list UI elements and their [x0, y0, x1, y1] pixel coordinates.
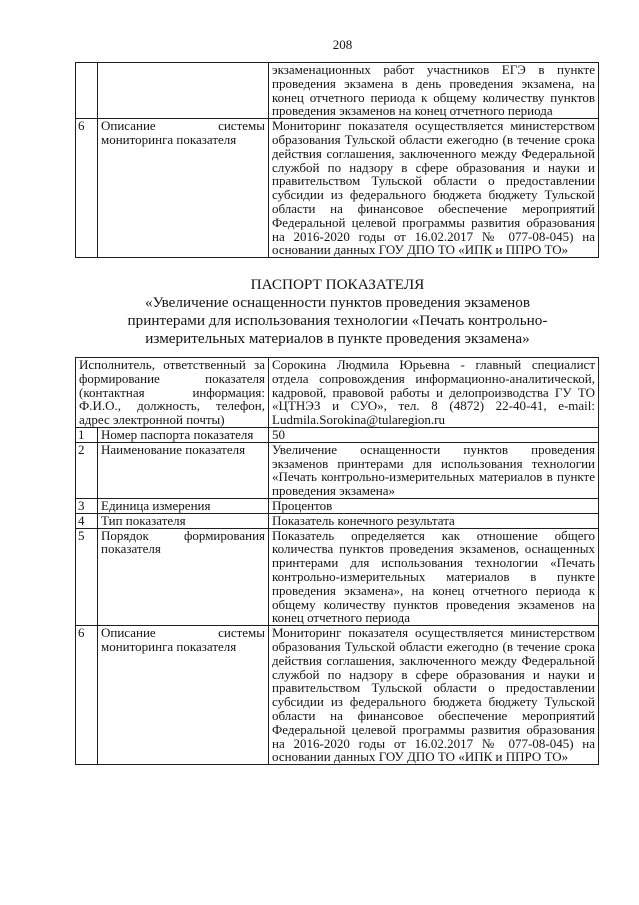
row-value: [269, 442, 599, 498]
row-value: [269, 427, 599, 442]
page-number: 208: [332, 37, 353, 52]
executor-value: [269, 358, 599, 428]
row-value: [269, 626, 599, 765]
row-label: [98, 626, 269, 765]
text-line: Номер паспорта показателя: [101, 426, 254, 442]
text-line: Исполнитель, ответственный за: [79, 357, 266, 372]
row-label: [98, 442, 269, 498]
text-line: действия соглашения, заключенного между Федеральной: [272, 145, 595, 161]
row-value: [269, 513, 599, 528]
text-line: Мониторинг показателя осуществляется министерством: [272, 118, 595, 134]
text-line: кадровой, правовой работы и делопроизводства ГУ ТО: [272, 384, 596, 400]
text-line: правительством Тульской области о предоставлении: [272, 173, 595, 189]
row-number: 5: [76, 528, 98, 626]
text-line: основании данных ГОУ ДПО ТО «ИПК и ППРО ТО»: [272, 242, 569, 258]
row-number: [76, 63, 98, 119]
text-line: 50: [272, 426, 286, 442]
text-line: области на финансовое обеспечение мероприятий: [272, 707, 596, 723]
table-row: [76, 528, 599, 626]
table-row: [76, 442, 599, 498]
row-number: 3: [76, 498, 98, 513]
text-line: общему количеству пунктов проведения экзаменов на: [272, 596, 596, 612]
executor-label: [76, 358, 269, 428]
row-label: [98, 513, 269, 528]
text-line: Сорокина Людмила Юрьевна - главный специалист: [272, 357, 596, 372]
row-label: [98, 498, 269, 513]
passport-title: [75, 276, 600, 294]
text-line: действия соглашения, заключенного между Федеральной: [272, 652, 596, 668]
text-line: формирование показателя: [79, 370, 266, 386]
text-line: показателя: [101, 541, 161, 557]
text-line: субсидии из федерального бюджета бюджету Тульской: [272, 694, 596, 710]
passport-subtitle: [75, 294, 600, 348]
text-line: Описание системы: [101, 625, 266, 641]
text-line: принтерами для использования технологии «Печать: [272, 555, 596, 571]
text-line: Наименование показателя: [101, 441, 246, 457]
row-number: 6: [76, 119, 98, 258]
text-line: Порядок формирования: [101, 527, 266, 543]
text-line: Показатель определяется как отношение общего: [272, 527, 596, 543]
text-line: основании данных ГОУ ДПО ТО «ИПК и ППРО ТО»: [272, 749, 569, 765]
text-line: Ludmila.Sorokina@tularegion.ru: [272, 412, 446, 428]
text-line: проведения экзамена»: [272, 483, 396, 499]
passport-heading: [75, 276, 600, 348]
text-line: Описание системы: [101, 118, 265, 134]
text-line: ПАСПОРТ ПОКАЗАТЕЛЯ: [250, 276, 425, 293]
text-line: конец отчетного периода к общему количеству пунктов: [272, 89, 595, 105]
row-value: [269, 498, 599, 513]
text-line: проведения экзаменов на конец отчетного периода: [272, 103, 553, 119]
text-line: (контактная информация:: [79, 384, 266, 400]
table-row: [76, 498, 599, 513]
text-line: проведения экзамена», на конец отчетного периода к: [272, 582, 596, 598]
text-line: образования Тульской области ежегодно (в течение срока: [272, 131, 595, 147]
indicator-table-continuation: [75, 62, 599, 258]
text-line: адрес электронной почты): [79, 412, 225, 428]
text-line: мониторинга показателя: [101, 638, 237, 654]
text-line: Мониторинг показателя осуществляется министерством: [272, 625, 596, 641]
text-line: контрольно-измерительных материалов в пункте: [272, 568, 596, 584]
text-line: экзаменационных работ участников ЕГЭ в пункте: [272, 62, 595, 77]
text-line: субсидии из федерального бюджета бюджету Тульской: [272, 187, 595, 203]
text-line: Федеральной целевой программы развития образования: [272, 721, 596, 737]
text-line: принтерами для использования технологии «Печать контрольно-: [127, 312, 548, 329]
text-line: «ЦТНЭЗ и СУО», тел. 8 (4872) 22-40-41, e-mail:: [272, 398, 596, 414]
indicator-passport-table: [75, 357, 599, 765]
table-row: [76, 626, 599, 765]
text-line: службой по надзору в сфере образования и науки и: [272, 159, 595, 175]
text-line: на 2016-2020 годы от 16.02.2017 № 077-08-045) на: [272, 735, 596, 751]
text-line: на 2016-2020 годы от 16.02.2017 № 077-08-045) на: [272, 228, 595, 244]
table-row: [76, 119, 599, 258]
row-number: 6: [76, 626, 98, 765]
row-label: [98, 63, 269, 119]
text-line: Единица измерения: [101, 497, 211, 513]
text-line: Показатель конечного результата: [272, 512, 455, 528]
text-line: Тип показателя: [101, 512, 186, 528]
text-line: Федеральной целевой программы развития образования: [272, 214, 595, 230]
text-line: Ф.И.О., должность, телефон,: [79, 398, 266, 414]
text-line: «Печать контрольно-измерительных материалов в пункте: [272, 469, 596, 485]
text-line: Процентов: [272, 497, 333, 513]
text-line: службой по надзору в сфере образования и науки и: [272, 666, 596, 682]
row-number: 1: [76, 427, 98, 442]
row-number: 2: [76, 442, 98, 498]
table-row: [76, 358, 599, 428]
row-value: [269, 63, 599, 119]
text-line: Увеличение оснащенности пунктов проведения: [272, 441, 596, 457]
text-line: конец отчетного периода: [272, 610, 411, 626]
row-label: [98, 119, 269, 258]
text-line: измерительных материалов в пункте проведения экзамена»: [145, 330, 530, 347]
text-line: «Увеличение оснащенности пунктов проведения экзаменов: [144, 294, 531, 311]
text-line: экзаменов принтерами для использования технологии: [272, 455, 596, 471]
text-line: проведения экзамена в день проведения экзамена, на: [272, 75, 595, 91]
text-line: правительством Тульской области о предоставлении: [272, 680, 596, 696]
row-value: [269, 528, 599, 626]
table-row: [76, 63, 599, 119]
text-line: отдела сопровождения информационно-аналитической,: [272, 370, 596, 386]
row-number: 4: [76, 513, 98, 528]
row-value: [269, 119, 599, 258]
table-row: [76, 427, 599, 442]
text-line: количества пунктов проведения экзаменов, оснащенных: [272, 541, 596, 557]
table-row: [76, 513, 599, 528]
text-line: области на финансовое обеспечение мероприятий: [272, 200, 595, 216]
text-line: мониторинга показателя: [101, 131, 237, 147]
text-line: образования Тульской области ежегодно (в течение срока: [272, 638, 596, 654]
row-label: [98, 528, 269, 626]
row-label: [98, 427, 269, 442]
